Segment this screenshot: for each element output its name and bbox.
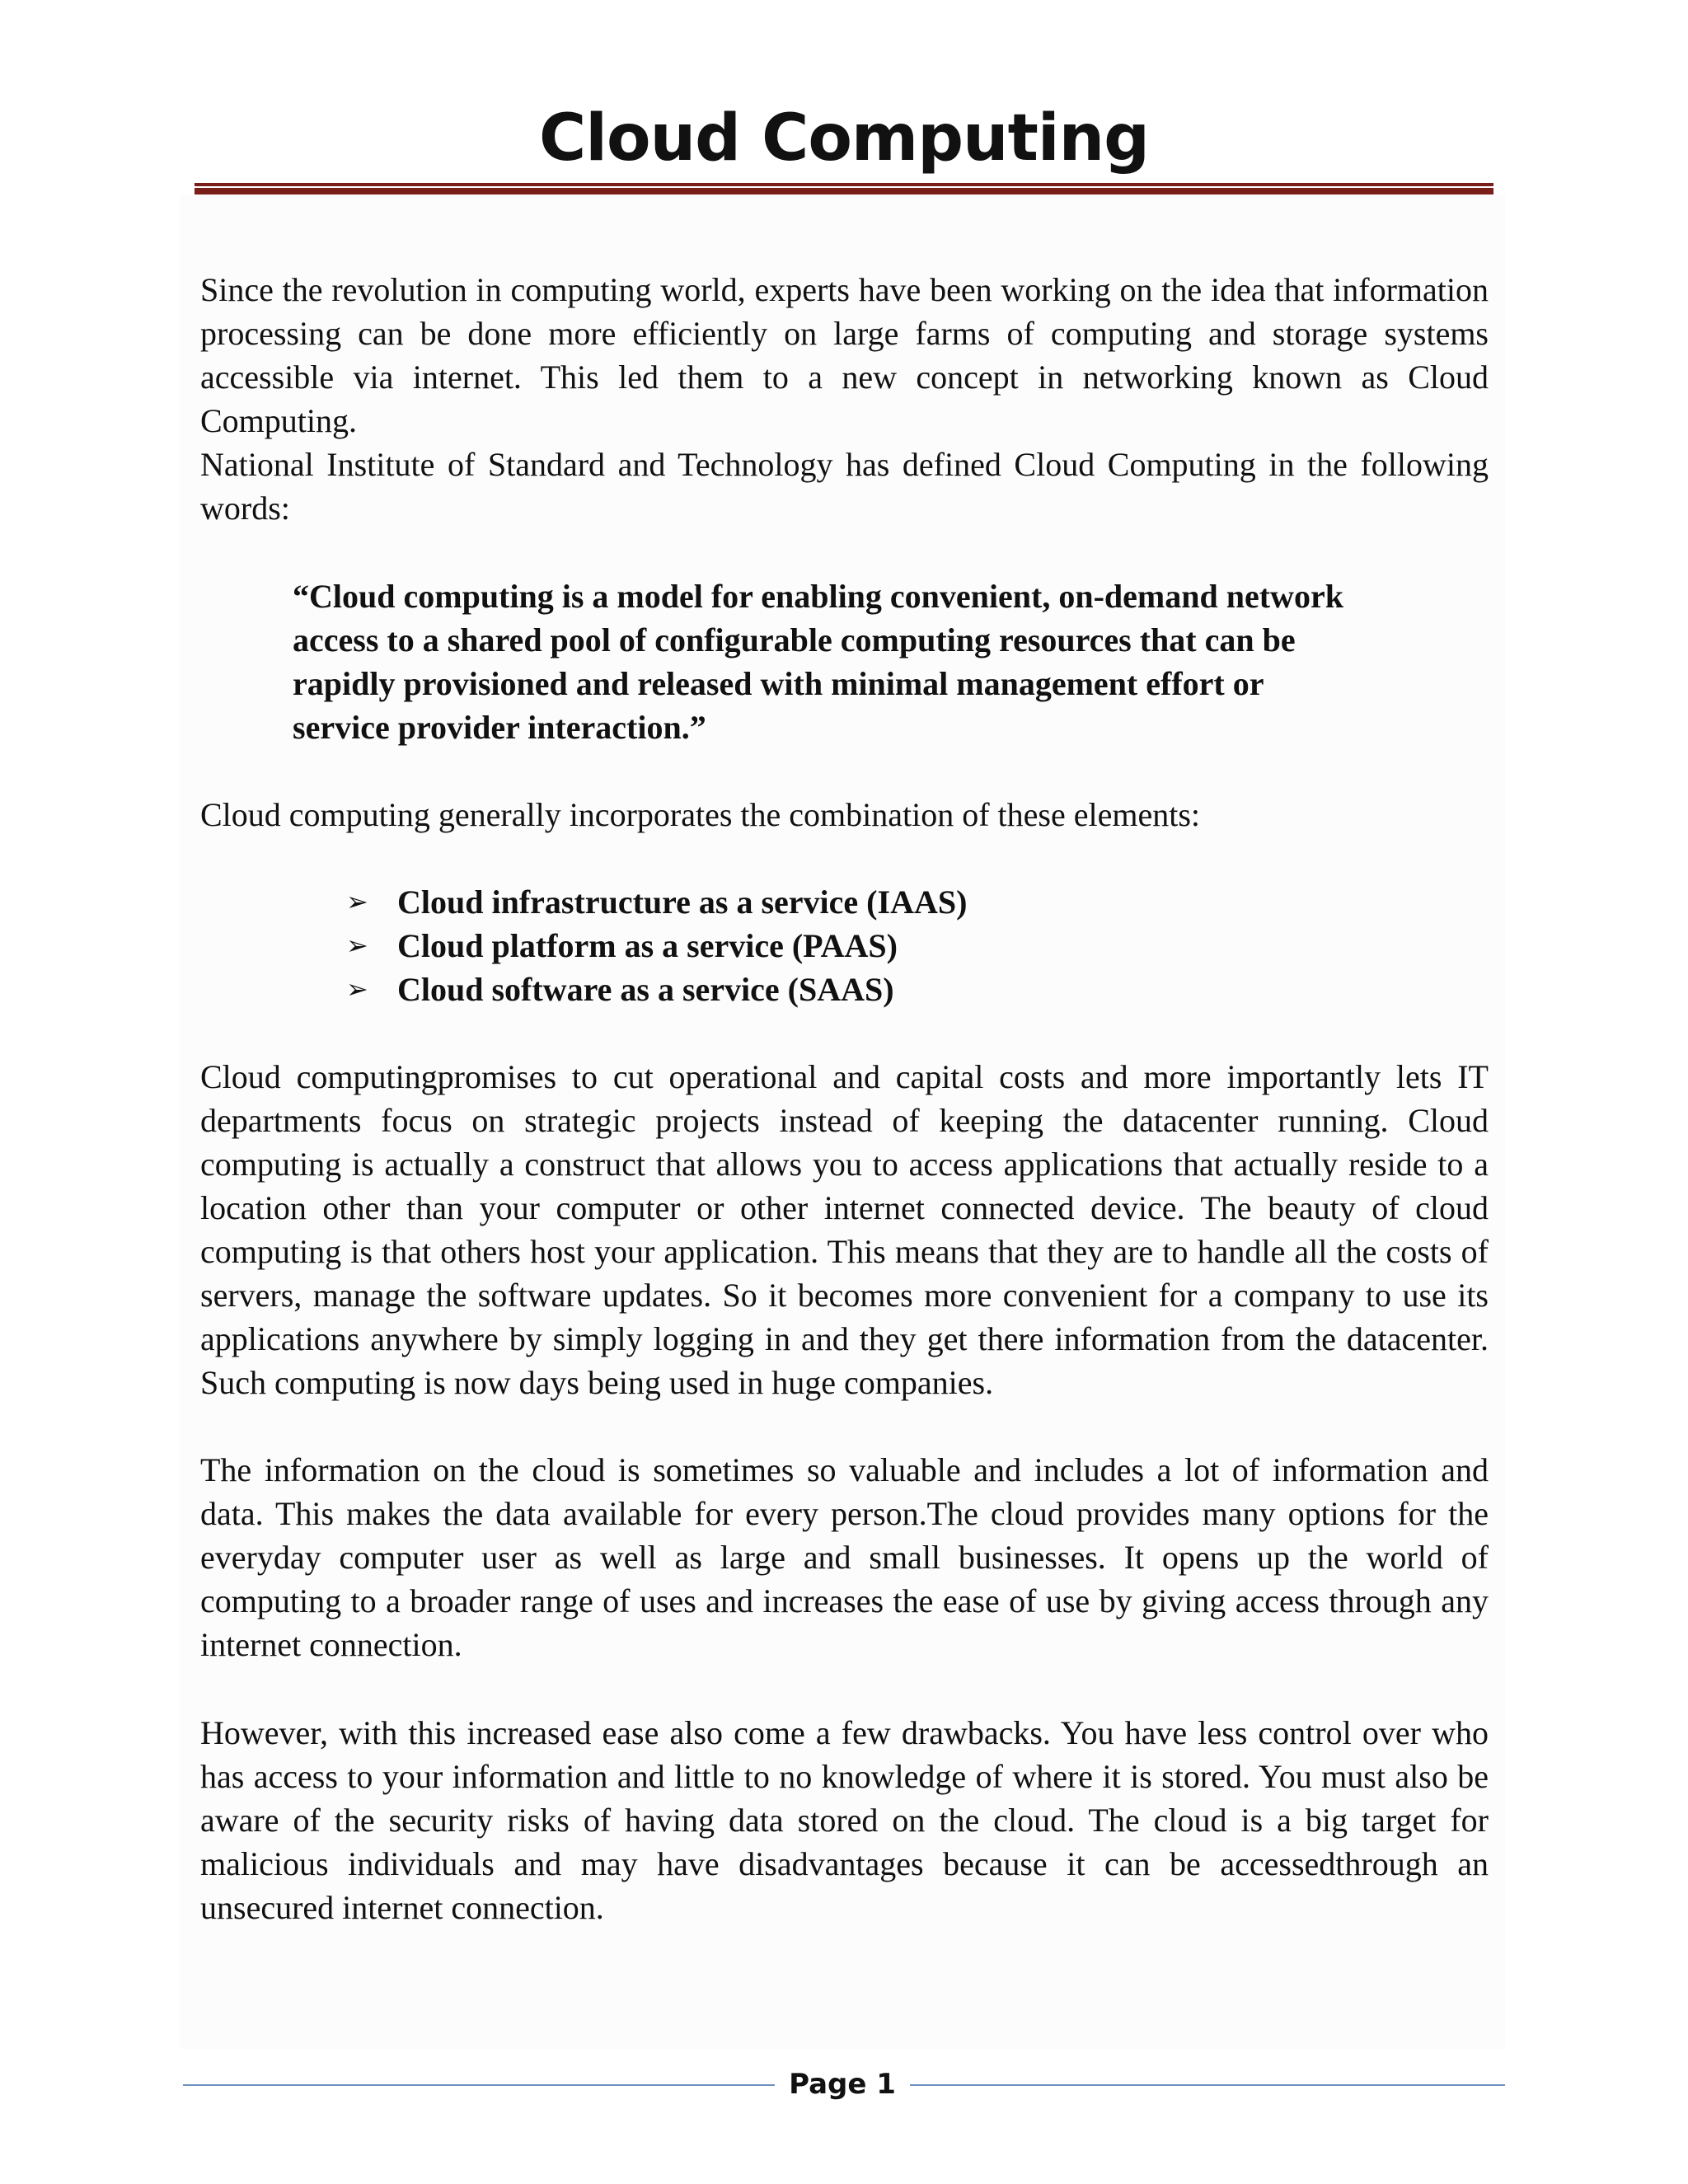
- paragraph-2-block: [200, 1055, 1489, 1404]
- nist-intro-paragraph: National Institute of Standard and Technology has defined Cloud Computing in the following words:: [200, 446, 1489, 527]
- page-title: Cloud Computing: [539, 101, 1149, 176]
- arrowhead-bullet-icon: ➢: [346, 930, 368, 961]
- page-number: Page 1: [789, 2068, 896, 2101]
- list-item: [346, 880, 967, 924]
- footer-rule-left: [183, 2084, 775, 2086]
- title-underline-thick: [195, 188, 1493, 194]
- title-underline-thin: [195, 183, 1493, 186]
- arrowhead-bullet-icon: ➢: [346, 973, 368, 1005]
- elements-intro-paragraph: Cloud computing generally incorporates the combination of these elements:: [200, 796, 1201, 833]
- paragraph-4: However, with this increased ease also come a few drawbacks. You have less control over who has access to your information and little to no knowledge of where it is stored. You must also be aware of the security risks of having data stored on the cloud. The cloud is a big target for malicious individuals and may have disadvantages because it can be accessedthrough an unsecured internet connection.: [200, 1714, 1489, 1926]
- list-item-label: Cloud platform as a service (PAAS): [397, 927, 898, 964]
- nist-definition-quote: “Cloud computing is a model for enabling convenient, on-demand network access to a shared pool of configurable computing resources that can be rapidly provisioned and released with minimal management effort or service provider interaction.”: [293, 578, 1343, 746]
- list-item-label: Cloud infrastructure as a service (IAAS): [397, 883, 968, 921]
- paragraph-4-block: [200, 1711, 1489, 1929]
- list-item-label: Cloud software as a service (SAAS): [397, 971, 894, 1008]
- arrowhead-bullet-icon: ➢: [346, 886, 368, 917]
- list-item: [346, 968, 967, 1011]
- list-item: [346, 924, 967, 968]
- paragraph-3-block: [200, 1448, 1489, 1666]
- elements-intro-block: [200, 793, 1489, 837]
- intro-block: [200, 268, 1489, 530]
- footer-rule-right: [910, 2084, 1505, 2086]
- paragraph-3: The information on the cloud is sometimes so valuable and includes a lot of information and data. This makes the data available for every person.The cloud provides many options for the everyday computer user as well as large and small businesses. It opens up the world of computing to a broader range of uses and increases the ease of use by giving access through any internet connection.: [200, 1451, 1489, 1663]
- paragraph-2: Cloud computingpromises to cut operational and capital costs and more importantly lets IT departments focus on strategic projects instead of keeping the datacenter running. Cloud computing is actually a construct that allows you to access applications that actually reside to a location other than your computer or other internet connected device. The beauty of cloud computing is that others host your application. This means that they are to handle all the costs of servers, manage the software updates. So it becomes more convenient for a company to use its applications anywhere by simply logging in and they get there information from the datacenter. Such computing is now days being used in huge companies.: [200, 1058, 1489, 1401]
- service-models-list: [346, 880, 967, 1011]
- intro-paragraph: Since the revolution in computing world, experts have been working on the idea that information processing can be done more efficiently on large farms of computing and storage systems accessible via internet. This led them to a new concept in networking known as Cloud Computing.: [200, 271, 1489, 439]
